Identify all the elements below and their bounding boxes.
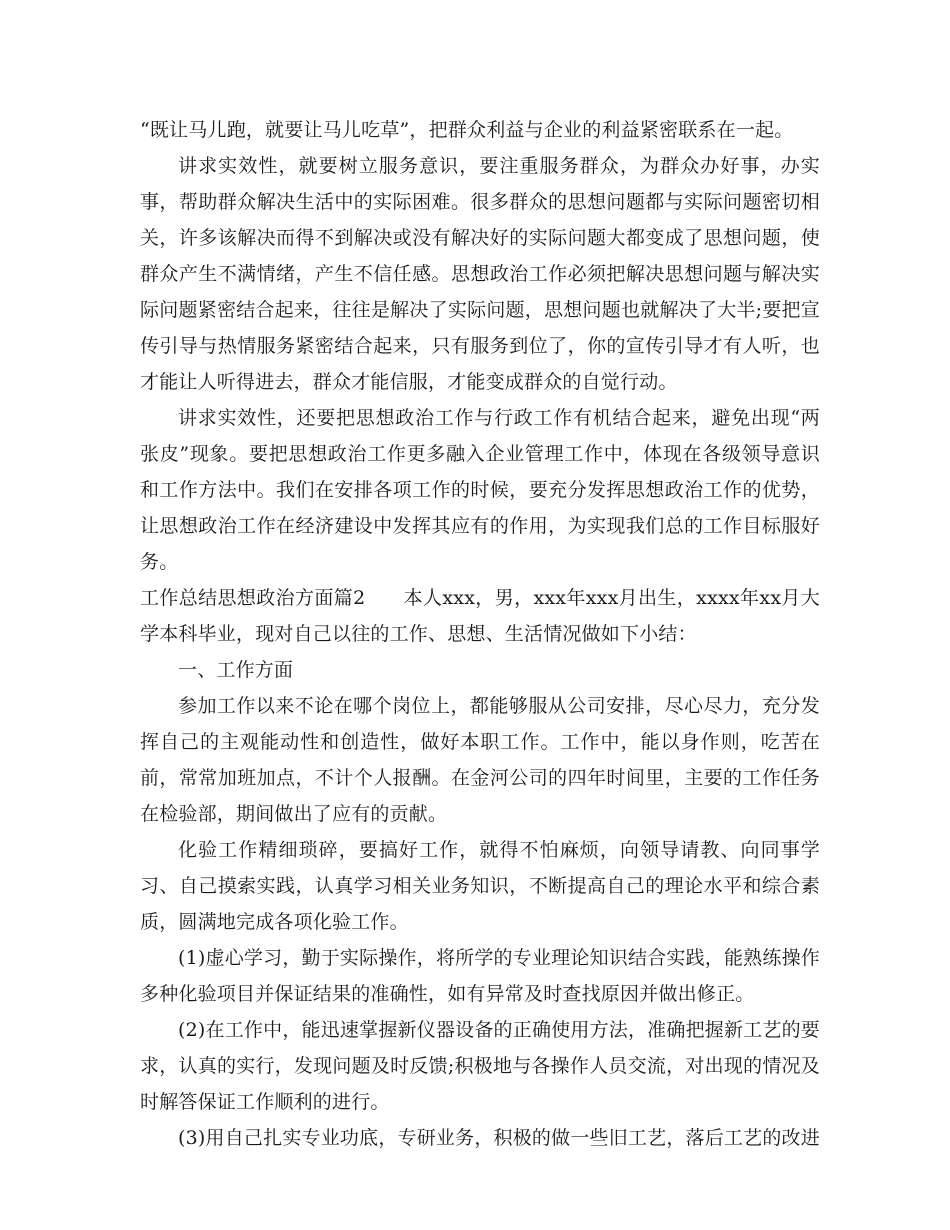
paragraph: “既让马儿跑，就要让马儿吃草”，把群众利益与企业的利益紧密联系在一起。 [140, 119, 794, 141]
list-item: (2)在工作中，能迅速掌握新仪器设备的正确使用方法，准确把握新工艺的要求，认真的实行，发现问题及时反馈;积极地与各操作人员交流，对出现的情况及时解答保证工作顺利的进行。 [140, 1019, 820, 1113]
paragraph: 讲求实效性，就要树立服务意识，要注重服务群众，为群众办好事，办实事，帮助群众解决生活中的实际困难。很多群众的思想问题都与实际问题密切相关，许多该解决而得不到解决或没有解决好的实际问题大都变成了思想问题，使群众产生不满情绪，产生不信任感。思想政治工作必须把解决思想问题与解决实际问题紧密结合起来，往往是解决了实际问题，思想问题也就解决了大半;要把宣传引导与热情服务紧密结合起来，只有服务到位了，你的宣传引导才有人听，也才能让人听得进去，群众才能信服，才能变成群众的自觉行动。 [140, 155, 820, 393]
subheading: 一、工作方面 [178, 659, 294, 681]
paragraph: 参加工作以来不论在哪个岗位上，都能够服从公司安排，尽心尽力，充分发挥自己的主观能动性和创造性，做好本职工作。工作中，能以身作则，吃苦在前，常常加班加点，不计个人报酬。在金河公司的四年时间里，主要的工作任务在检验部，期间做出了应有的贡献。 [140, 695, 820, 825]
document-body [140, 112, 820, 1156]
list-item: (3)用自己扎实专业功底，专研业务，积极的做一些旧工艺，落后工艺的改进 [178, 1127, 820, 1149]
section-heading-line [140, 580, 820, 652]
section-title: 工作总结思想政治方面篇2 [140, 587, 366, 609]
section-intro: 本人xxx，男，xxx年xxx月出生，xxxx年xx月大学本科毕业，现对自己以往的工作、思想、生活情况做如下小结： [140, 587, 820, 645]
paragraph: 化验工作精细琐碎，要搞好工作，就得不怕麻烦，向领导请教、向同事学习、自己摸索实践，认真学习相关业务知识，不断提高自己的理论水平和综合素质，圆满地完成各项化验工作。 [140, 839, 820, 933]
paragraph: 讲求实效性，还要把思想政治工作与行政工作有机结合起来，避免出现“两张皮”现象。要把思想政治工作更多融入企业管理工作中，体现在各级领导意识和工作方法中。我们在安排各项工作的时候，要充分发挥思想政治工作的优势，让思想政治工作在经济建设中发挥其应有的作用，为实现我们总的工作目标服好务。 [140, 407, 820, 573]
list-item: (1)虚心学习，勤于实际操作，将所学的专业理论知识结合实践，能熟练操作多种化验项目并保证结果的准确性，如有异常及时查找原因并做出修正。 [140, 947, 820, 1005]
